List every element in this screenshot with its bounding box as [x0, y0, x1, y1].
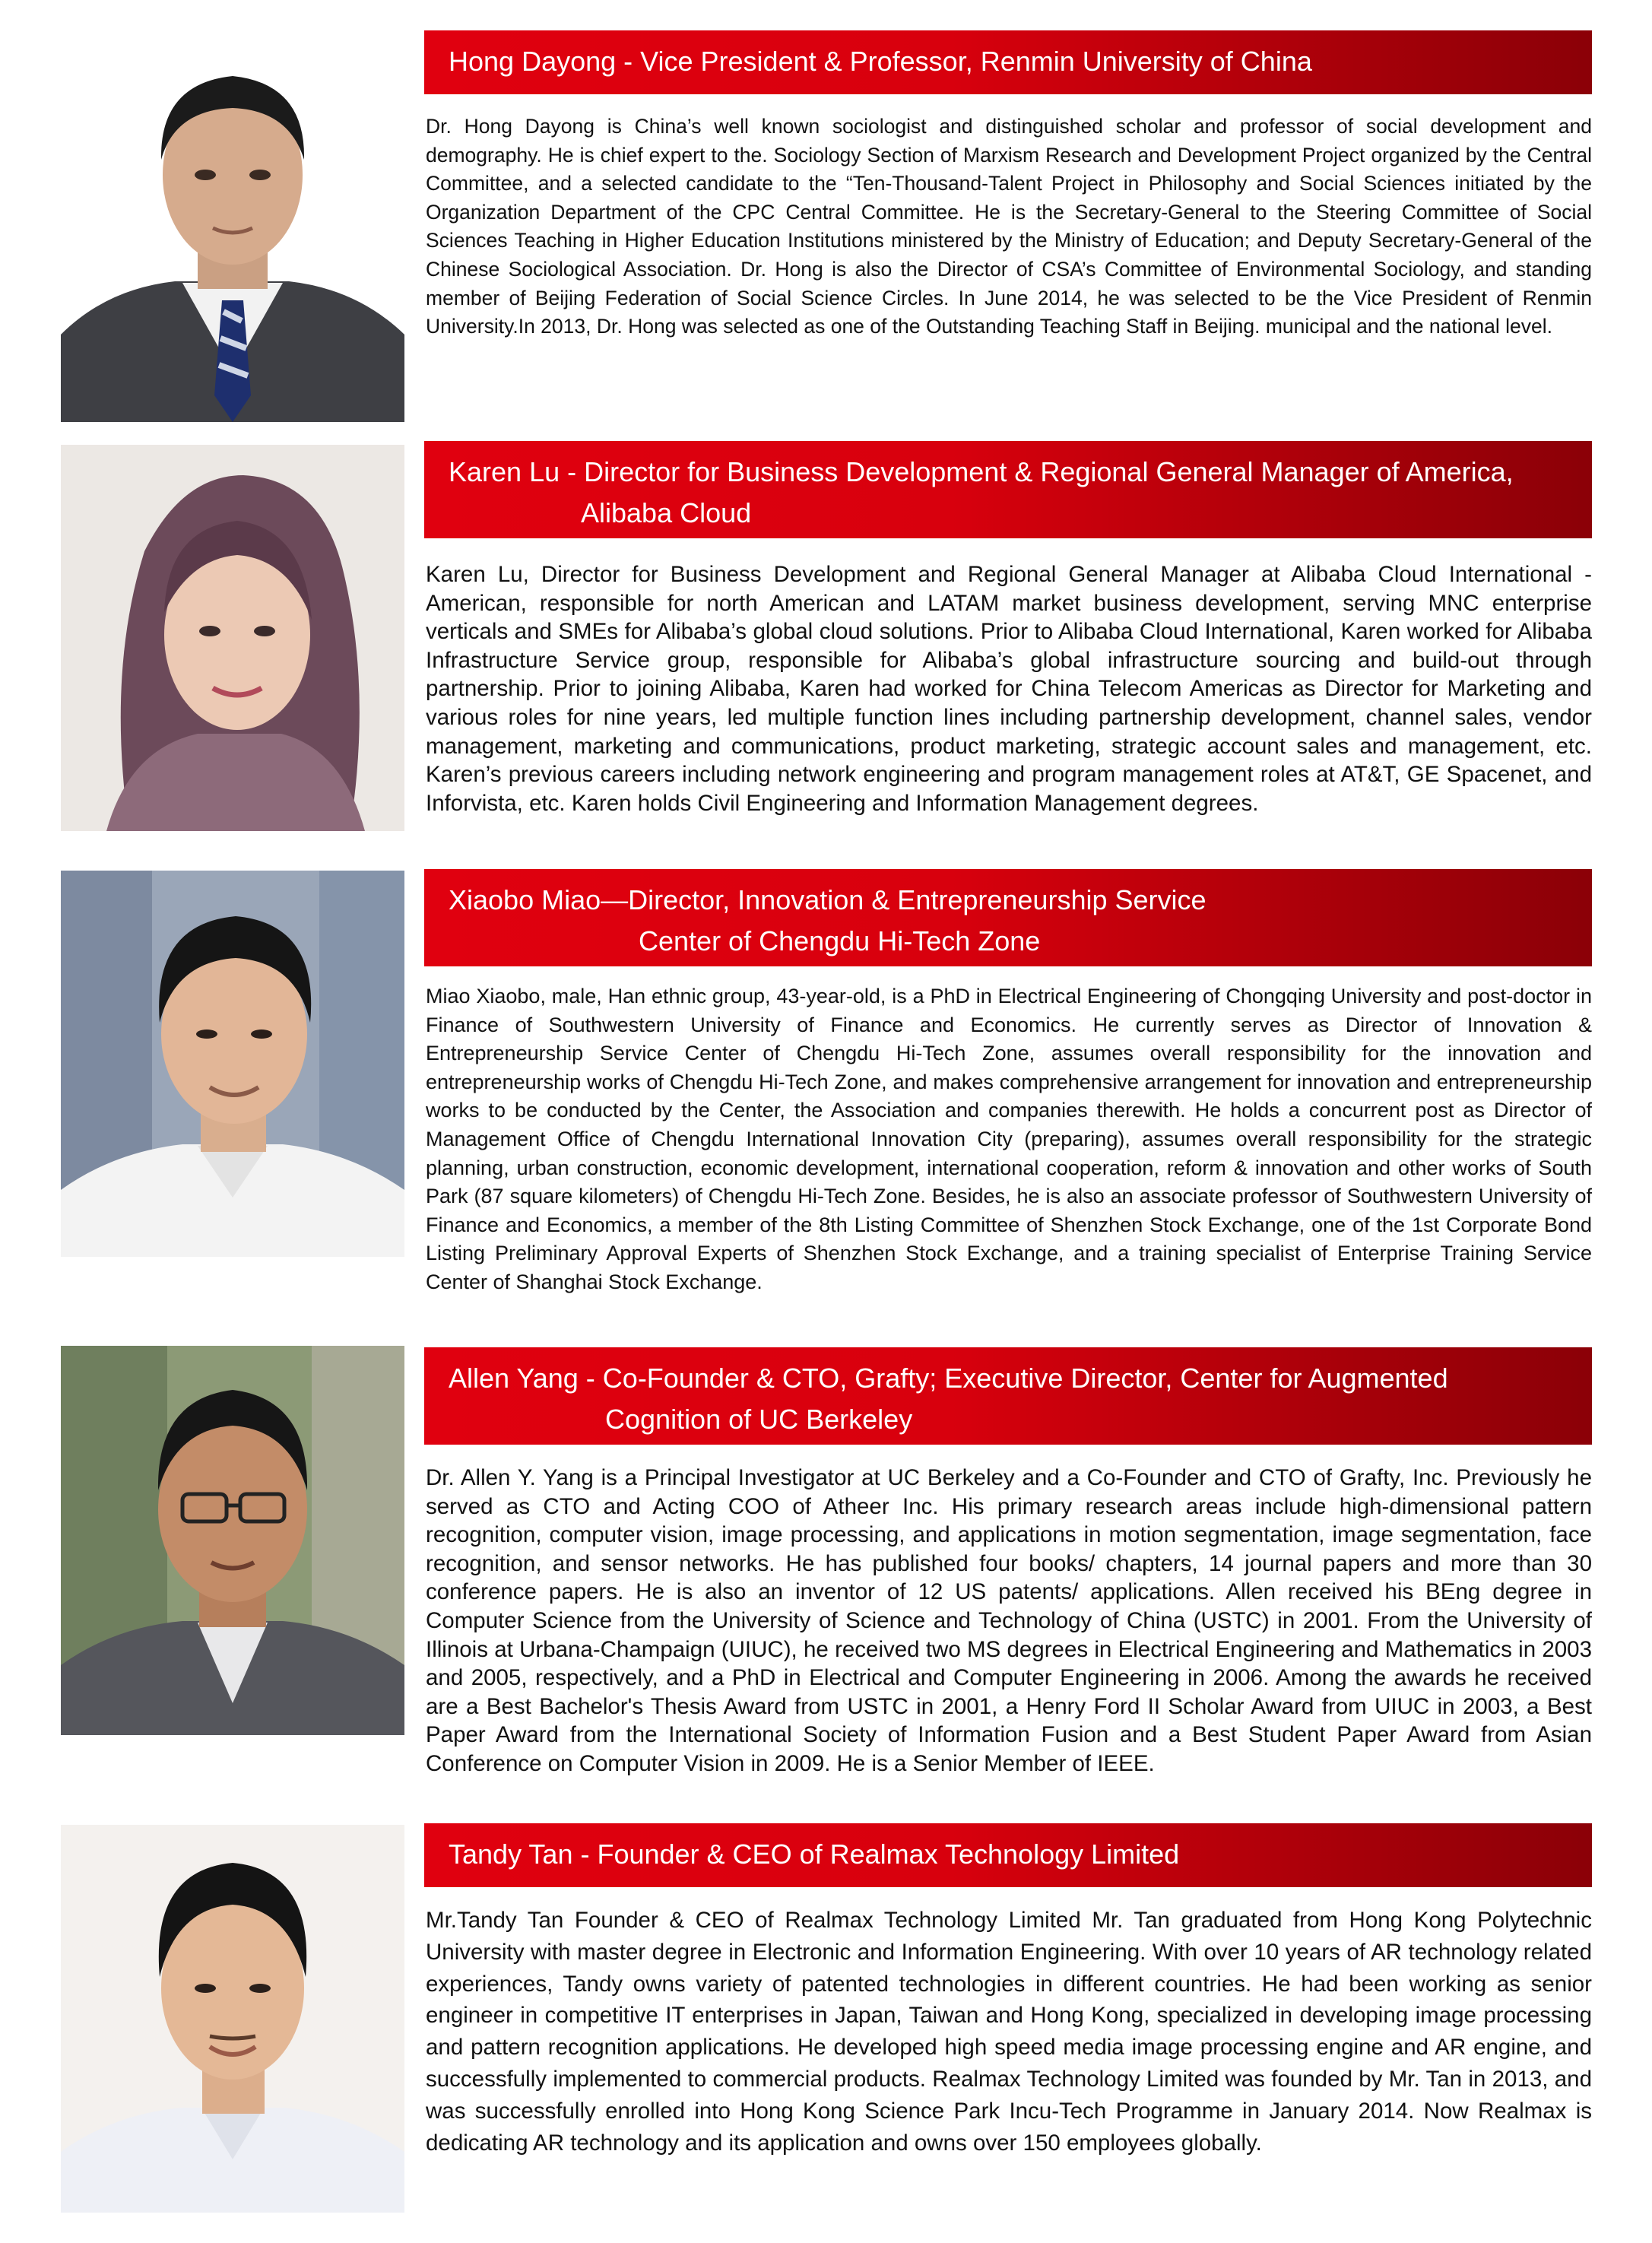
- speaker-name-title-line2: Cognition of UC Berkeley: [605, 1404, 913, 1435]
- speaker-bio: Dr. Hong Dayong is China’s well known sociologist and distinguished scholar and professor of social development and demography. He is chief expert to the. Sociology Section of Marxism Research and Development Project organized by the Central Committee, and a selected candidate to the “Ten-Thousand-Talent Project in Philosophy and Social Sciences initiated by the Organization Department of the CPC Central Committee. He is the Secretary-General to the Steering Committee of Social Sciences Teaching in Higher Education Institutions ministered by the Ministry of Education; and Deputy Secretary-General of the Chinese Sociological Association. Dr. Hong is also the Director of CSA’s Committee of Environmental Sociology, and standing member of Beijing Federation of Social Science Circles. In June 2014, he was selected to be the Vice President of Renmin University.In 2013, Dr. Hong was selected as one of the Outstanding Teaching Staff in Beijing. municipal and the national level.: [426, 115, 1592, 338]
- photo-allen-yang: [61, 1346, 404, 1735]
- speaker-name-title: Allen Yang - Co-Founder & CTO, Grafty; Executive Director, Center for Augmented: [449, 1363, 1448, 1394]
- speaker-bio: Miao Xiaobo, male, Han ethnic group, 43-year-old, is a PhD in Electrical Engineering of Chongqing University and post-doctor in Finance of Southwestern University of Finance and Economics. He currently serves as Director of Innovation & Entrepreneurship Service Center of Chengdu Hi-Tech Zone, assumes overall responsibility for the innovation and entrepreneurship works of Chengdu Hi-Tech Zone, and makes comprehensive arrangement for innovation and entrepreneurship works to be conducted by the Center, the Association and companies therewith. He holds a concurrent post as Director of Management Office of Chengdu International Innovation City (preparing), assumes overall responsibility for the strategic planning, urban construction, economic development, international cooperation, reform & innovation and other works of South Park (87 square kilometers) of Chengdu Hi-Tech Zone. Besides, he is also an associate professor of Southwestern University of Finance and Economics, a member of the 8th Listing Committee of Shenzhen Stock Exchange, one of the 1st Corporate Bond Listing Preliminary Approval Experts of Shenzhen Stock Exchange, and a training specialist of Enterprise Training Service Center of Shanghai Stock Exchange.: [426, 985, 1592, 1293]
- speaker-title-banner: [424, 869, 1592, 966]
- portrait-woman-icon: [61, 445, 404, 831]
- photo-hong-dayong: [61, 38, 404, 422]
- speaker-title-banner: [424, 1823, 1592, 1887]
- speaker-title-banner: [424, 441, 1592, 538]
- photo-karen-lu: [61, 445, 404, 831]
- speaker-title-banner: [424, 30, 1592, 94]
- portrait-man-glasses-icon: [61, 1346, 404, 1735]
- speaker-name-title: Xiaobo Miao—Director, Innovation & Entrepreneurship Service: [449, 884, 1206, 915]
- speaker-bio: Dr. Allen Y. Yang is a Principal Investigator at UC Berkeley and a Co-Founder and CTO of Grafty, Inc. Previously he served as CTO and Acting COO of Atheer Inc. His primary research areas include high-dimensional pattern recognition, computer vision, image processing, and applications in motion segmentation, image segmentation, face recognition, and sensor networks. He has published four books/ chapters, 14 journal papers and more than 30 conference papers. He is also an inventor of 12 US patents/ applications. Allen received his BEng degree in Computer Science from the University of Science and Technology of China (USTC) in 2001. From the University of Illinois at Urbana-Champaign (UIUC), he received two MS degrees in Electrical Engineering and Mathematics in 2003 and 2005, respectively, and a PhD in Electrical and Computer Engineering in 2006. Among the awards he received are a Best Bachelor's Thesis Award from USTC in 2001, a Henry Ford II Scholar Award from UIUC in 2003, a Best Paper Award from the International Society of Information Fusion and a Best Student Paper Award from Asian Conference on Computer Vision in 2009. He is a Senior Member of IEEE.: [426, 1465, 1592, 1776]
- photo-xiaobo-miao: [61, 871, 404, 1257]
- speaker-bio: Mr.Tandy Tan Founder & CEO of Realmax Technology Limited Mr. Tan graduated from Hong Kong Polytechnic University with master degree in Electronic and Information Engineering. With over 10 years of AR technology related experiences, Tandy owns variety of patented technologies in different countries. He had been working as senior engineer in competitive IT enterprises in Japan, Taiwan and Hong Kong, specialized in developing image processing and pattern recognition applications. He developed high speed media image processing engine and AR engine, and successfully implemented to commercial products. Realmax Technology Limited was founded by Mr. Tan in 2013, and was successfully enrolled into Hong Kong Science Park Incu-Tech Programme in January 2014. Now Realmax is dedicating AR technology and its application and owns over 150 employees globally.: [426, 1908, 1592, 2156]
- speaker-name-title: Karen Lu - Director for Business Development & Regional General Manager of America,: [449, 456, 1514, 487]
- photo-tandy-tan: [61, 1825, 404, 2213]
- speaker-name-title: Tandy Tan - Founder & CEO of Realmax Technology Limited: [449, 1838, 1180, 1870]
- speaker-title-banner: [424, 1347, 1592, 1445]
- portrait-man-white-shirt-icon: [61, 871, 404, 1257]
- speaker-bio: Karen Lu, Director for Business Development and Regional General Manager at Alibaba Cloud International - American, responsible for north American and LATAM market business development, serving MNC enterprise verticals and SMEs for Alibaba’s global cloud solutions. Prior to Alibaba Cloud International, Karen worked for Alibaba Infrastructure Service group, responsible for Alibaba’s global infrastructure sourcing and build-out through partnership. Prior to joining Alibaba, Karen had worked for China Telecom Americas as Director for Marketing and various roles for nine years, led multiple function lines including partnership development, channel sales, vendor management, marketing and communications, product marketing, strategic account sales and management, etc. Karen’s previous careers including network engineering and program management roles at AT&T, GE Spacenet, and Inforvista, etc. Karen holds Civil Engineering and Information Management degrees.: [426, 562, 1592, 816]
- portrait-man-suit-icon: [61, 38, 404, 422]
- speaker-name-title: Hong Dayong - Vice President & Professor, Renmin University of China: [449, 46, 1312, 77]
- speaker-name-title-line2: Alibaba Cloud: [581, 497, 752, 528]
- speaker-name-title-line2: Center of Chengdu Hi-Tech Zone: [639, 925, 1041, 957]
- portrait-young-man-icon: [61, 1825, 404, 2213]
